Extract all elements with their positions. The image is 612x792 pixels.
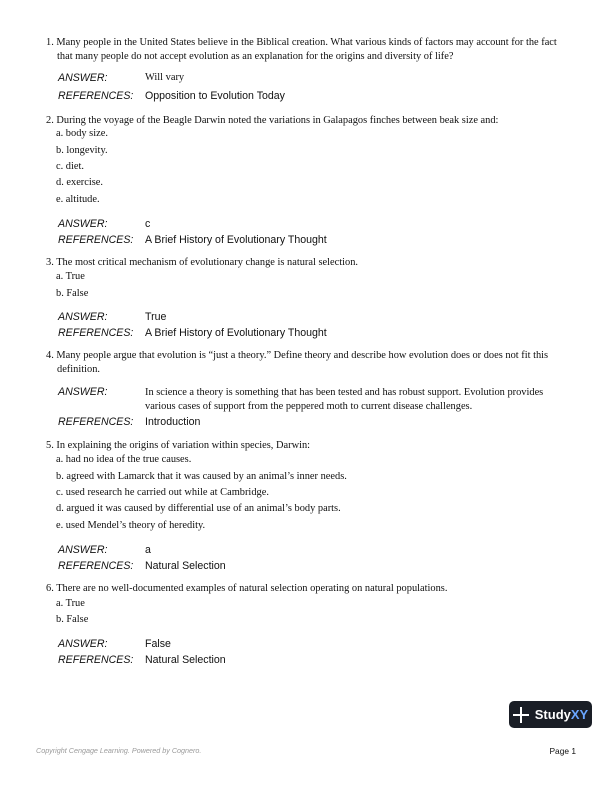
option-e: e. altitude. [56,194,100,205]
answer-label: ANSWER: [58,72,108,84]
question-3 [40,256,570,270]
references-value: Opposition to Evolution Today [145,90,285,102]
references-value: Introduction [145,416,201,428]
answer-label: ANSWER: [58,311,108,323]
question-text: 3. The most critical mechanism of evolutionary change is natural selection. [46,257,359,268]
studyxy-logo-text: StudyXY [534,707,589,722]
option-c: c. diet. [56,161,84,172]
references-label: REFERENCES: [58,560,134,572]
answer-value: In science a theory is something that has been tested and has robust support. Evolution provides various cases of support from the peppered moth to current disease challenges. [145,387,544,412]
option-b: b. agreed with Lamarck that it was caused by an animal’s inner needs. [56,471,347,482]
references-label: REFERENCES: [58,416,134,428]
answer-label: ANSWER: [58,386,108,398]
option-d: d. exercise. [56,177,104,188]
page-number: Page 1 [549,746,576,756]
option-e: e. used Mendel’s theory of heredity. [56,520,206,531]
references-label: REFERENCES: [58,90,134,102]
references-value: Natural Selection [145,654,226,666]
option-a: a. True [56,271,85,282]
answer-label: ANSWER: [58,544,108,556]
option-c: c. used research he carried out while at Cambridge. [56,487,269,498]
question-text: 5. In explaining the origins of variation within species, Darwin: [46,440,311,451]
plus-icon [513,707,529,723]
answer-value: False [145,638,171,650]
answer-value: True [145,311,167,323]
references-value: Natural Selection [145,560,226,572]
question-text: 2. During the voyage of the Beagle Darwin noted the variations in Galapagos finches between beak size and: [46,115,499,126]
question-4 [40,349,570,376]
answer-value: Will vary [145,72,185,83]
option-d: d. argued it was caused by differential use of an animal’s body parts. [56,503,341,514]
references-label: REFERENCES: [58,234,134,246]
question-6 [40,582,570,596]
references-value: A Brief History of Evolutionary Thought [145,234,327,246]
option-b: b. False [56,614,89,625]
references-label: REFERENCES: [58,327,134,339]
answer-value: a [145,544,151,556]
question-5 [40,439,570,453]
answer-label: ANSWER: [58,638,108,650]
references-value: A Brief History of Evolutionary Thought [145,327,327,339]
question-1 [40,36,570,63]
option-a: a. body size. [56,128,108,139]
answer-value: c [145,218,151,230]
option-a: a. True [56,598,85,609]
option-b: b. False [56,288,89,299]
references-label: REFERENCES: [58,654,134,666]
question-2 [40,114,570,128]
question-text: 1. Many people in the United States believe in the Biblical creation. What various kinds of factors may account for the fact that many people do not accept evolution as an explanation for the origins and diversity of life? [46,37,557,62]
studyxy-badge[interactable] [509,701,592,728]
option-b: b. longevity. [56,145,108,156]
question-text: 6. There are no well-documented examples of natural selection operating on natural populations. [46,583,448,594]
option-a: a. had no idea of the true causes. [56,454,192,465]
question-text: 4. Many people argue that evolution is “just a theory.” Define theory and describe how evolution does or does not fit this definition. [46,350,549,375]
answer-label: ANSWER: [58,218,108,230]
footer-copyright: Copyright Cengage Learning. Powered by Cognero. [36,746,202,755]
